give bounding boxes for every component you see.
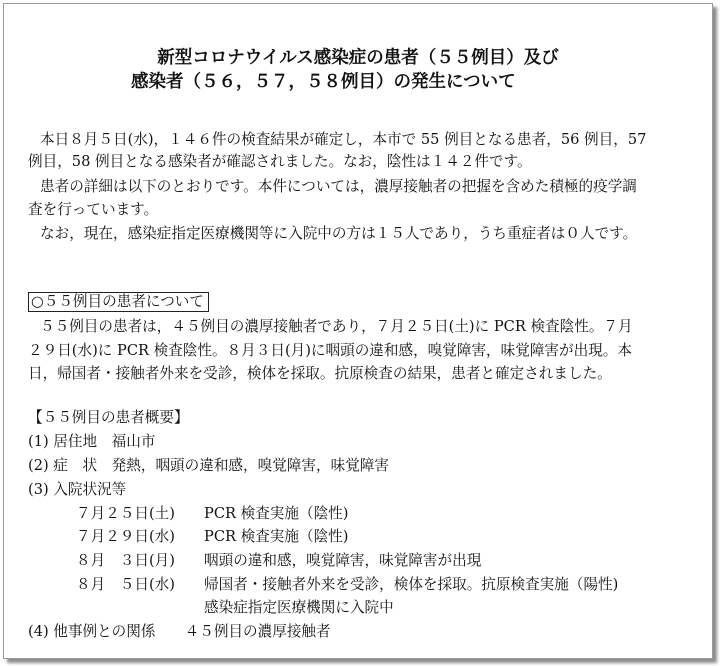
timeline-date-3: ８月 ３日(月)	[76, 552, 175, 569]
overview-relation: (4) 他事例との関係 ４５例目の濃厚接触者	[28, 623, 331, 640]
timeline-continuation: 感染症指定医療機関に入院中	[204, 599, 394, 616]
timeline-event-3: 咽頭の違和感，嗅覚障害，味覚障害が出現	[204, 552, 482, 569]
timeline-date-1: ７月２５日(土)	[76, 505, 175, 522]
section-heading-box: ○５５例目の患者について	[28, 292, 209, 312]
intro-line-3: 患者の詳細は以下のとおりです。本件については，濃厚接触者の把握を含めた積極的疫学調	[40, 178, 637, 195]
timeline-date-4: ８月 ５日(水)	[76, 576, 175, 593]
overview-heading: 【５５例目の患者概要】	[28, 409, 189, 426]
timeline-event-2: PCR 検査実施（陰性)	[204, 528, 349, 545]
section-body-line-1: ５５例目の患者は，４５例目の濃厚接触者であり，７月２５日(土)に PCR 検査陰性。７月	[40, 318, 633, 335]
intro-line-2: 例目，58 例目となる感染者が確認されました。なお，陰性は１４２件です。	[28, 153, 532, 170]
overview-hospital-heading: (3) 入院状況等	[28, 481, 127, 498]
intro-line-4: 査を行っています。	[28, 201, 159, 218]
section-body-line-3: 日，帰国者・接触者外来を受診，検体を採取。抗原検査の結果，患者と確定されました。	[28, 365, 612, 382]
page-title-line-2: 感染者（５６，５７，５８例目）の発生について	[131, 72, 516, 92]
section-heading	[28, 292, 209, 312]
document-page	[3, 3, 713, 659]
page-title-line-1: 新型コロナウイルス感染症の患者（５５例目）及び	[157, 48, 559, 68]
overview-symptoms: (2) 症 状 発熱，咽頭の違和感，嗅覚障害，味覚障害	[28, 457, 389, 474]
overview-residence: (1) 居住地 福山市	[28, 433, 156, 450]
intro-line-5: なお，現在，感染症指定医療機関等に入院中の方は１５人であり，うち重症者は０人です。	[40, 225, 638, 242]
timeline-event-1: PCR 検査実施（陰性)	[204, 505, 349, 522]
timeline-event-4: 帰国者・接触者外来を受診，検体を採取。抗原検査実施（陽性)	[204, 576, 619, 593]
intro-line-1: 本日８月５日(水)，１４６件の検査結果が確定し，本市で 55 例目となる患者，56 例目，57	[40, 131, 647, 148]
timeline-date-2: ７月２９日(水)	[76, 528, 175, 545]
section-body-line-2: ２９日(水)に PCR 検査陰性。８月３日(月)に咽頭の違和感，嗅覚障害，味覚障害が出現。本	[28, 342, 632, 359]
